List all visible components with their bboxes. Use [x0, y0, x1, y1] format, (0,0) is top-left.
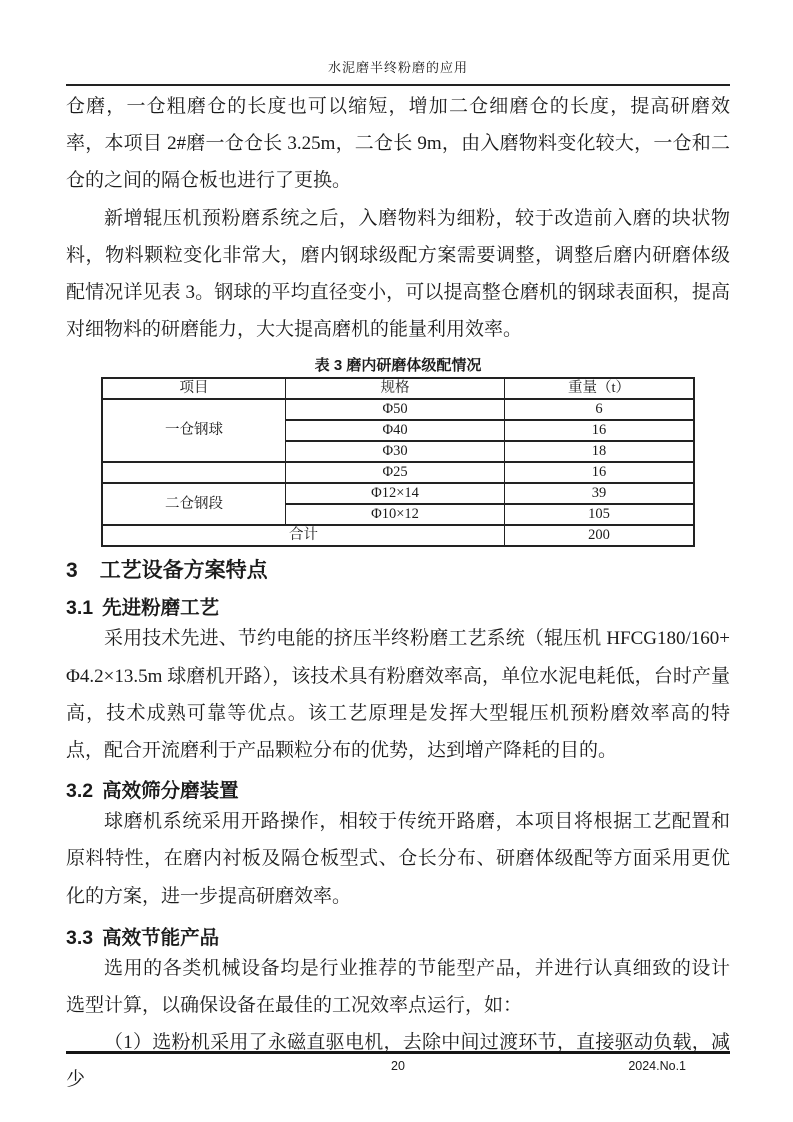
weight-cell: 105 [505, 504, 694, 525]
page-footer [66, 1051, 730, 1075]
paragraph-3-3-item1: （1）选粉机采用了永磁直驱电机，去除中间过渡环节，直接驱动负载，减少 [66, 1032, 730, 1091]
grinding-media-table [101, 377, 695, 547]
paragraph-3-2: 球磨机系统采用开路操作，相较于传统开路磨，本项目将根据工艺配置和原料特性，在磨内衬板及隔仓板型式、仓长分布、研磨体级配等方面采用更优化的方案，进一步提高研磨效率。 [66, 811, 730, 907]
col-header-weight: 重量（t） [505, 378, 694, 399]
table-row [102, 462, 694, 483]
section-3-3-title: 高效节能产品 [102, 926, 220, 949]
weight-cell: 6 [505, 399, 694, 420]
section-3-1-number: 3.1 [66, 597, 94, 620]
weight-cell: 16 [505, 420, 694, 441]
spec-cell: Φ10×12 [286, 504, 505, 525]
section-3-heading [66, 559, 730, 583]
running-header-title: 水泥磨半终粉磨的应用 [327, 60, 468, 75]
paragraph-media-adjustment: 新增辊压机预粉磨系统之后，入磨物料为细粉，较于改造前入磨的块状物料，物料颗粒变化非常大，磨内钢球级配方案需要调整，调整后磨内研磨体级配情况详见表 3。钢球的平均直径变小，可以提高整仓磨机的钢球表面积，提高对细物料的研磨能力，大大提高磨机的能量利用效率。 [66, 207, 730, 341]
spec-cell: Φ40 [286, 420, 505, 441]
table-header-row [102, 378, 694, 399]
col-header-spec: 规格 [286, 378, 505, 399]
weight-cell: 16 [505, 462, 694, 483]
spec-cell: Φ25 [286, 462, 505, 483]
section-3-2-title: 高效筛分磨装置 [102, 780, 239, 803]
section-3-3-number: 3.3 [66, 926, 94, 949]
table-row-total [102, 525, 694, 546]
empty-project-cell [102, 462, 286, 483]
header-rule [66, 84, 730, 86]
section-3-3-heading [66, 926, 730, 950]
paragraph-continuation: 仓磨，一仓粗磨仓的长度也可以缩短，增加二仓细磨仓的长度，提高研磨效率，本项目 2#磨一仓仓长 3.25m，二仓长 9m，由入磨物料变化较大，一仓和二仓的之间的隔仓板也进行了更换。 [66, 96, 730, 192]
section-3-1-title: 先进粉磨工艺 [102, 597, 220, 620]
paragraph-3-1: 采用技术先进、节约电能的挤压半终粉磨工艺系统（辊压机 HFCG180/160+Φ4.2×13.5m 球磨机开路），该技术具有粉磨效率高，单位水泥电耗低，台时产量高，技术成熟可靠等优点。该工艺原理是发挥大型辊压机预粉磨效率高的特点，配合开流磨利于产品颗粒分布的优势，达到增产降耗的目的。 [66, 628, 730, 762]
spec-cell: Φ30 [286, 441, 505, 462]
group-label-chamber1: 一仓钢球 [102, 399, 286, 462]
issue-label: 2024.No.1 [628, 1059, 686, 1073]
weight-cell: 18 [505, 441, 694, 462]
footer-rule [66, 1051, 730, 1054]
paragraph-3-3: 选用的各类机械设备均是行业推荐的节能型产品，并进行认真细致的设计选型计算，以确保设备在最佳的工况效率点运行，如： [66, 957, 730, 1017]
section-3-number: 3 [66, 559, 78, 583]
section-3-2-number: 3.2 [66, 780, 94, 803]
section-3-1-heading [66, 596, 730, 620]
total-label-cell: 合计 [102, 525, 505, 546]
section-3-title: 工艺设备方案特点 [99, 559, 268, 583]
spec-cell: Φ12×14 [286, 483, 505, 504]
table-caption: 表 3 磨内研磨体级配情况 [314, 357, 482, 375]
col-header-item: 项目 [102, 378, 286, 399]
page-number: 20 [391, 1059, 405, 1073]
total-weight-cell: 200 [505, 525, 694, 546]
group-label-chamber2: 二仓钢段 [102, 483, 286, 525]
table-row [102, 399, 694, 420]
spec-cell: Φ50 [286, 399, 505, 420]
table-row [102, 483, 694, 504]
section-3-2-heading [66, 779, 730, 803]
weight-cell: 39 [505, 483, 694, 504]
